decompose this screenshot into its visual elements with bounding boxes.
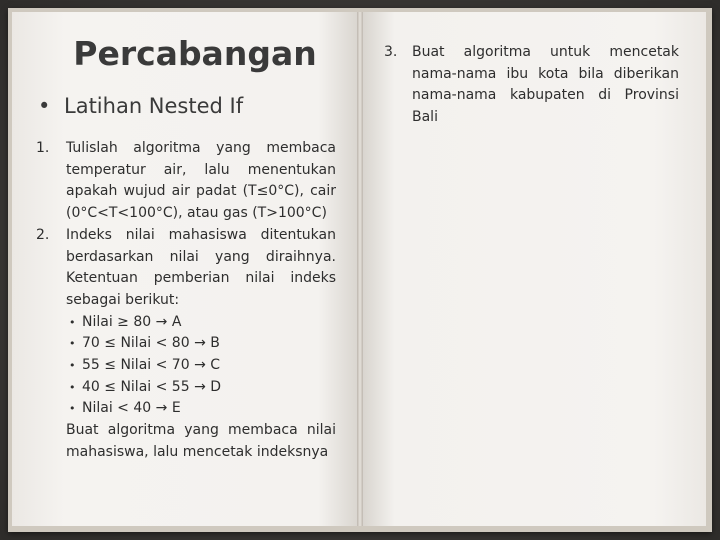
arrow-right-icon: → [194, 335, 206, 352]
rule-condition: 70 ≤ Nilai < 80 [82, 335, 190, 352]
exercise-list-right [384, 42, 679, 129]
book-spine [357, 12, 363, 526]
bullet-icon: • [69, 315, 76, 329]
item-number: 1. [36, 140, 50, 156]
bullet-icon: • [69, 380, 76, 394]
list-item-1 [36, 138, 336, 225]
item-text: Indeks nilai mahasiswa ditentukan berdasarkan nilai yang diraihnya. Ketentuan pemberian nilai indeks sebagai berikut: [66, 226, 336, 308]
grade-rule [66, 312, 336, 334]
item-text: Tulislah algoritma yang membaca temperatur air, lalu menentukan apakah wujud air padat (T≤0°C), cair (0°C<T<100°C), atau gas (T>100°C) [66, 140, 336, 222]
subtitle-text: Latihan Nested If [64, 94, 244, 118]
rule-condition: 40 ≤ Nilai < 55 [82, 378, 190, 395]
grade-rule [66, 398, 336, 420]
list-item-2 [36, 225, 336, 464]
arrow-right-icon: → [155, 400, 168, 417]
item-text: Buat algoritma untuk mencetak nama-nama ibu kota bila diberikan nama-nama kabupaten di Provinsi Bali [412, 44, 679, 126]
rule-grade: B [210, 335, 220, 352]
slide-title: Percabangan [73, 34, 317, 73]
bullet-icon: • [69, 359, 76, 373]
bullet-icon: • [69, 337, 76, 351]
arrow-right-icon: → [155, 313, 168, 330]
rule-condition: Nilai ≥ 80 [82, 313, 152, 330]
grade-rule [66, 333, 336, 355]
item-number: 2. [36, 226, 50, 243]
rule-grade: E [171, 400, 181, 417]
rule-condition: 55 ≤ Nilai < 70 [82, 357, 190, 374]
rule-condition: Nilai < 40 [82, 400, 152, 417]
arrow-right-icon: → [194, 357, 206, 374]
rule-grade: D [210, 378, 222, 395]
list-item-3 [384, 42, 679, 129]
grade-rule [66, 377, 336, 399]
bullet-icon: • [69, 402, 76, 416]
bullet-icon: • [38, 94, 51, 118]
arrow-right-icon: → [194, 378, 206, 395]
item-closing-text: Buat algoritma yang membaca nilai mahasiswa, lalu mencetak indeksnya [66, 422, 336, 460]
item-number: 3. [384, 44, 398, 60]
grade-rule [66, 355, 336, 377]
slide-subtitle [38, 94, 243, 118]
exercise-list-left [36, 138, 336, 464]
rule-grade: C [210, 357, 221, 374]
rule-grade: A [171, 313, 182, 330]
